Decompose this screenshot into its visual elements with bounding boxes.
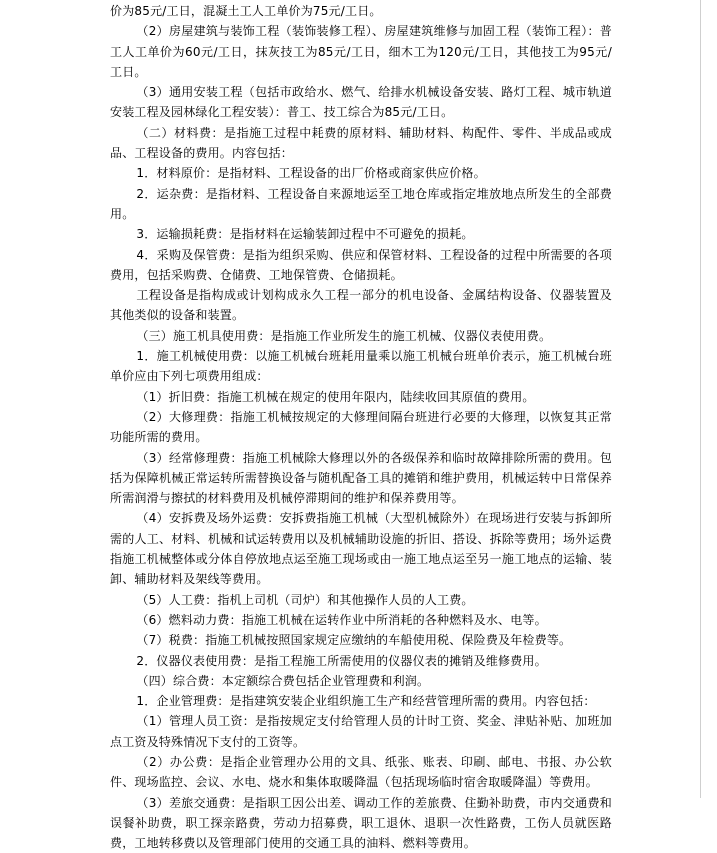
paragraph-taxes: （7）税费：指施工机械按照国家规定应缴纳的车船使用税、保险费及年检费等。: [136, 633, 572, 648]
paragraph-operator-labor: （5）人工费：指机上司机（司炉）和其他操作人员的人工费。: [136, 592, 474, 607]
paragraph-transport-loss: 3．运输损耗费：是指材料在运输装卸过程中不可避免的损耗。: [136, 227, 474, 242]
paragraph-overhaul: （2）大修理费：指施工机械按规定的大修理间隔台班进行必要的大修理，以恢复其正常功能所需的费用。: [110, 409, 612, 445]
paragraph-material-price: 1．材料原价：是指材料、工程设备的出厂价格或商家供应价格。: [136, 166, 486, 181]
paragraph-instrument-cost: 2．仪器仪表使用费：是指工程施工所需使用的仪器仪表的摊销及维修费用。: [136, 653, 547, 668]
document-body: [110, 0, 612, 853]
paragraph-procurement: 4．采购及保管费：是指为组织采购、供应和保管材料、工程设备的过程中所需要的各项费用，包括采购费、仓储费、工地保管费、仓储损耗。: [110, 247, 612, 282]
paragraph-installation-wages: （3）通用安装工程（包括市政给水、燃气、给排水机械设备安装、路灯工程、城市轨道安装工程及园林绿化工程安装）：普工、技工综合为85元/工日。: [110, 85, 612, 120]
paragraph-depreciation: （1）折旧费：指施工机械在规定的使用年限内，陆续收回其原值的费用。: [136, 389, 535, 404]
paragraph-machinery-cost: （三）施工机具使用费：是指施工作业所发生的施工机械、仪器仪表使用费。: [136, 328, 552, 343]
paragraph-office-cost: （2）办公费：是指企业管理办公用的文具、纸张、账表、印刷、邮电、书报、办公软件、现场监控、会议、水电、烧水和集体取暖降温（包括现场临时宿舍取暖降温）等费用。: [110, 754, 612, 790]
page-edge-divider: [700, 0, 701, 798]
paragraph-staff-wages: （1）管理人员工资：是指按规定支付给管理人员的计时工资、奖金、津贴补贴、加班加点工资及特殊情况下支付的工资等。: [110, 714, 612, 749]
paragraph-fuel-power: （6）燃料动力费：指施工机械在运转作业中所消耗的各种燃料及水、电等。: [136, 612, 547, 627]
paragraph-equipment-definition: 工程设备是指构成或计划构成永久工程一部分的机电设备、金属结构设备、仪器装置及其他类似的设备和装置。: [110, 288, 612, 323]
paragraph-material-cost: （二）材料费：是指施工过程中耗费的原材料、辅助材料、构配件、零件、半成品或成品、工程设备的费用。内容包括：: [110, 125, 612, 161]
paragraph-freight: 2．运杂费：是指材料、工程设备自来源地运至工地仓库或指定堆放地点所发生的全部费用。: [110, 186, 612, 221]
paragraph-installation-transport: （4）安拆费及场外运费：安拆费指施工机械（大型机械除外）在现场进行安装与拆卸所需的人工、材料、机械和试运转费用以及机械辅助设施的折旧、搭设、拆除等费用；场外运费指施工机械整体或分体自停放地点运至施工现场或由一施工地点运至另一施工地点的运输、装卸、辅助材料及架线等费用。: [110, 511, 612, 587]
paragraph-machine-usage: 1．施工机械使用费：以施工机械台班耗用量乘以施工机械台班单价表示，施工机械台班单价应由下列七项费用组成：: [110, 349, 612, 384]
paragraph-maintenance: （3）经常修理费：指施工机械除大修理以外的各级保养和临时故障排除所需的费用。包括为保障机械正常运转所需替换设备与随机配备工具的摊销和维护费用，机械运转中日常保养所需润滑与擦拭的材料费用及机械停滞期间的维护和保养费用等。: [110, 450, 612, 506]
paragraph-decoration-wages: （2）房屋建筑与装饰工程（装饰装修工程）、房屋建筑维修与加固工程（装饰工程）：普工人工单价为60元/工日，抹灰技工为85元/工日，细木工为120元/工日，其他技工为95元/工日。: [110, 24, 612, 79]
paragraph-management-cost: 1．企业管理费：是指建筑安装企业组织施工生产和经营管理所需的费用。内容包括：: [136, 694, 596, 709]
paragraph-comprehensive-cost: （四）综合费：本定额综合费包括企业管理费和利润。: [136, 673, 430, 688]
paragraph-travel-cost: （3）差旅交通费：是指职工因公出差、调动工作的差旅费、住勤补助费，市内交通费和误餐补助费，职工探亲路费，劳动力招募费，职工退休、退职一次性路费，工伤人员就医路费，工地转移费以及管理部门使用的交通工具的油料、燃料等费用。: [110, 795, 612, 851]
paragraph-wage-continued: 价为85元/工日，混凝土工人工单价为75元/工日。: [110, 4, 382, 18]
